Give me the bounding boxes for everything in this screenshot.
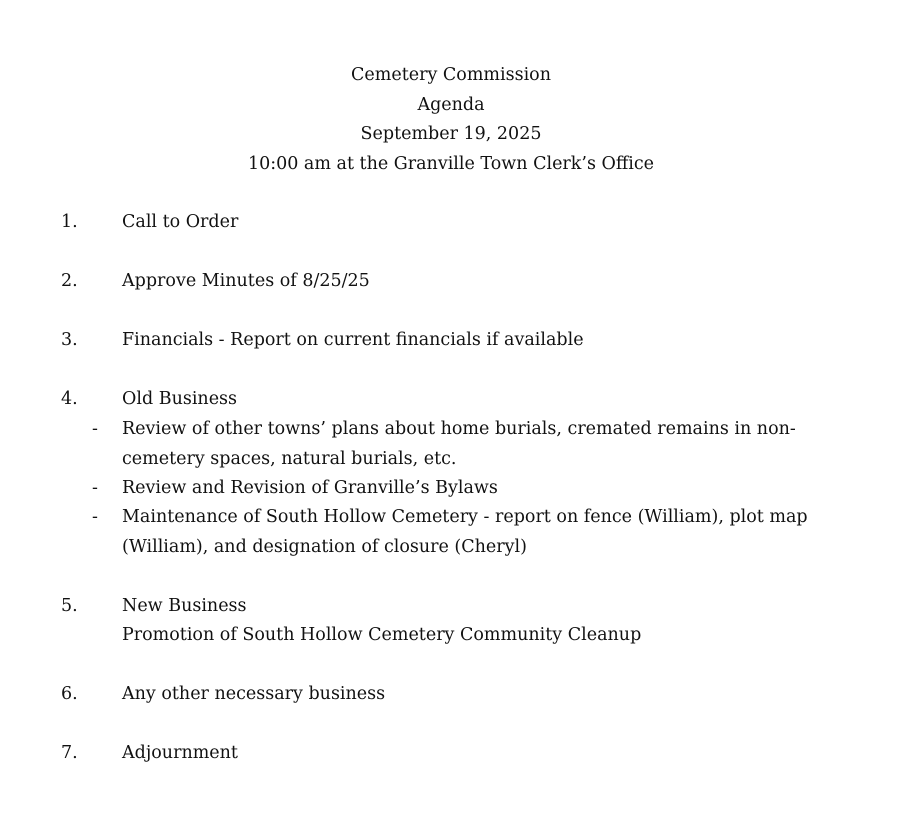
item-text: Approve Minutes of 8/25/25 [122, 271, 370, 291]
bullet-dash: - [92, 419, 98, 439]
item-detail-text: Promotion of South Hollow Cemetery Community Cleanup [122, 625, 642, 645]
item-text: Any other necessary business [122, 684, 386, 704]
header-title: Cemetery Commission [351, 65, 551, 85]
item-number: 2. [61, 271, 78, 291]
item-text: Call to Order [122, 212, 239, 232]
bullet-dash: - [92, 478, 98, 498]
item-number: 6. [61, 684, 78, 704]
document-header [0, 61, 902, 179]
subitem-text: Review of other towns’ plans about home burials, cremated remains in non-cemetery spaces, natural burials, etc. [122, 419, 796, 469]
item-text: Financials - Report on current financials if available [122, 330, 584, 350]
header-date: September 19, 2025 [360, 124, 542, 144]
item-number: 3. [61, 330, 78, 350]
item-number: 4. [61, 389, 78, 409]
header-subtitle: Agenda [417, 94, 485, 115]
item-text: Adjournment [122, 743, 238, 763]
item-text: New Business [122, 596, 247, 616]
header-location: 10:00 am at the Granville Town Clerk’s Office [247, 153, 655, 174]
item-number: 5. [61, 596, 78, 616]
item-number: 1. [61, 212, 78, 232]
item-text: Old Business [122, 389, 238, 409]
subitem-text: Maintenance of South Hollow Cemetery - report on fence (William), plot map (William), and designation of closure (Cheryl) [122, 507, 808, 557]
bullet-dash: - [92, 507, 98, 527]
subitem-text: Review and Revision of Granville’s Bylaws [122, 478, 498, 498]
item-number: 7. [61, 743, 78, 763]
